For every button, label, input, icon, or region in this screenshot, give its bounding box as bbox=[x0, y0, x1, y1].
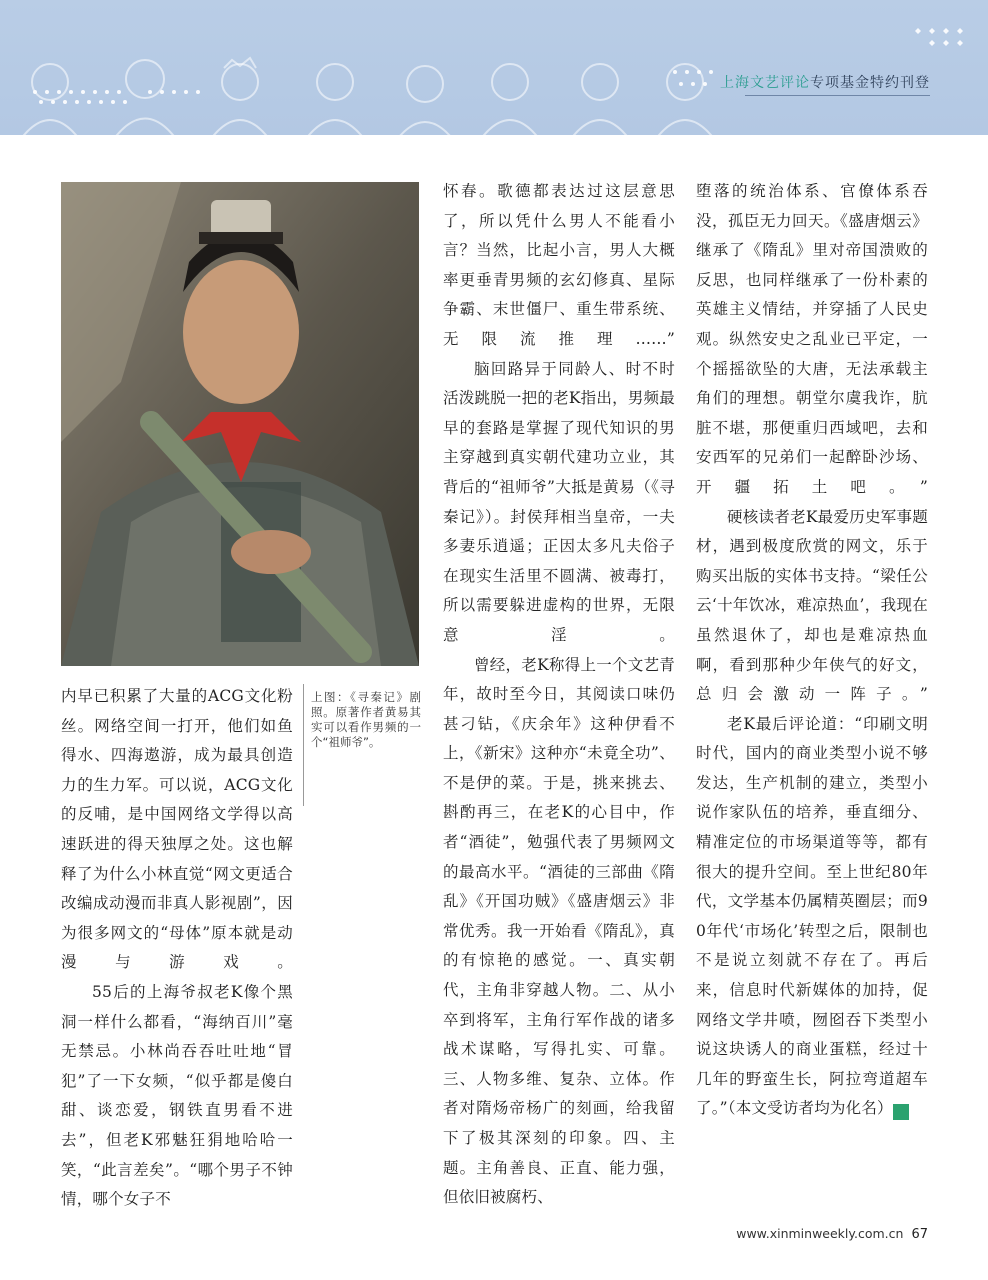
article-column-1 bbox=[61, 682, 293, 1215]
column-title bbox=[720, 72, 930, 92]
page-footer bbox=[736, 1226, 928, 1242]
page-number: 67 bbox=[911, 1227, 928, 1242]
photo-caption: 上图：《寻秦记》剧照。原著作者黄易其实可以看作男频的一个“祖师爷”。 bbox=[311, 690, 421, 749]
paragraph: 硬核读者老K最爱历史军事题材，遇到极度欣赏的网文，乐于购买出版的实体书支持。“梁任公云‘十年饮冰，难凉热血’，我现在虽然退休了，却也是难凉热血啊，看到那种少年侠气的好文，总归会激动一阵子。” bbox=[696, 507, 928, 704]
paragraph-text: 老K最后评论道：“印刷文明时代，国内的商业类型小说不够发达，生产机制的建立，类型小说作家队伍的培养，垂直细分、精准定位的市场渠道等等，都有很大的提升空间。至上世纪80年代，文学基本仍属精英圈层；而90年代‘市场化’转型之后，限制也不是说立刻就不存在了。再后来，信息时代新媒体的加持，促网络文学井喷，囫囵吞下类型小说这块诱人的商业蛋糕，经过十几年的野蛮生长，阿拉弯道超车了。”（本文受访者均为化名） bbox=[696, 714, 928, 1118]
paragraph: 55后的上海爷叔老K像个黑洞一样什么都看，“海纳百川”毫无禁忌。小林尚吞吞吐吐地“冒犯”了一下女频，“似乎都是傻白甜、谈恋爱，钢铁直男看不进去”，但老K邪魅狂狷地哈哈一笑，“此言差矣”。“哪个男子不钟情，哪个女子不 bbox=[61, 982, 293, 1209]
paragraph: 怀春。歌德都表达过这层意思了，所以凭什么男人不能看小言？当然，比起小言，男人大概率更垂青男频的玄幻修真、星际争霸、末世僵尸、重生带系统、无限流推理……” bbox=[443, 182, 675, 348]
title-underline bbox=[745, 95, 930, 96]
end-mark-icon: 民 bbox=[893, 1104, 909, 1120]
paragraph: 内早已积累了大量的ACG文化粉丝。网络空间一打开，他们如鱼得水、四海遨游，成为最具创造力的生力军。可以说，ACG文化的反哺，是中国网络文学得以高速跃进的得天独厚之处。这也解释了为什么小林直觉“网文更适合改编成动漫而非真人影视剧”，因为很多网文的“母体”原本就是动漫与游戏。 bbox=[61, 687, 293, 972]
article-column-2 bbox=[443, 177, 675, 1213]
people-silhouettes-decoration bbox=[0, 0, 988, 135]
column-title-accent: 上海文艺评论 bbox=[720, 75, 810, 91]
article-column-3 bbox=[696, 177, 935, 1124]
warrior-portrait-image bbox=[61, 182, 419, 666]
caption-divider bbox=[303, 684, 304, 806]
portrait-photo bbox=[61, 182, 419, 666]
column-title-rest: 专项基金特约刊登 bbox=[810, 75, 930, 91]
paragraph-final bbox=[696, 710, 935, 1124]
paragraph: 脑回路异于同龄人、时不时活泼跳脱一把的老K指出，男频最早的套路是掌握了现代知识的男主穿越到真实朝代建功立业，其背后的“祖师爷”大抵是黄易（《寻秦记》）。封侯拜相当皇帝，一夫多妻乐逍遥；正因太多凡夫俗子在现实生活里不圆满、被毒打，所以需要躲进虚构的世界，无限意淫。 bbox=[443, 359, 675, 644]
paragraph: 堕落的统治体系、官僚体系吞没，孤臣无力回天。《盛唐烟云》继承了《隋乱》里对帝国溃败的反思，也同样继承了一份朴素的英雄主义情结，并穿插了人民史观。纵然安史之乱业已平定，一个摇摇欲坠的大唐，无法承载主角们的理想。朝堂尔虞我诈，肮脏不堪，那便重归西域吧，去和安西军的兄弟们一起醉卧沙场、开疆拓土吧。” bbox=[696, 182, 928, 496]
paragraph: 曾经，老K称得上一个文艺青年，故时至今日，其阅读口味仍甚刁钻，《庆余年》这种伊看不上，《新宋》这种亦“未竟全功”、不是伊的菜。于是，挑来挑去、斟酌再三，在老K的心目中，作者“酒徒”，勉强代表了男频网文的最高水平。“酒徒的三部曲《隋乱》《开国功贼》《盛唐烟云》非常优秀。我一开始看《隋乱》，真的有惊艳的感觉。一、真实朝代，主角非穿越人物。二、从小卒到将军，主角行军作战的诸多战术谋略，写得扎实、可靠。三、人物多维、复杂、立体。作者对隋炀帝杨广的刻画，给我留下了极其深刻的印象。四、主题。主角善良、正直、能力强，但依旧被腐朽、 bbox=[443, 655, 675, 1207]
header-banner bbox=[0, 0, 988, 135]
website-url: www.xinminweekly.com.cn bbox=[736, 1226, 904, 1241]
